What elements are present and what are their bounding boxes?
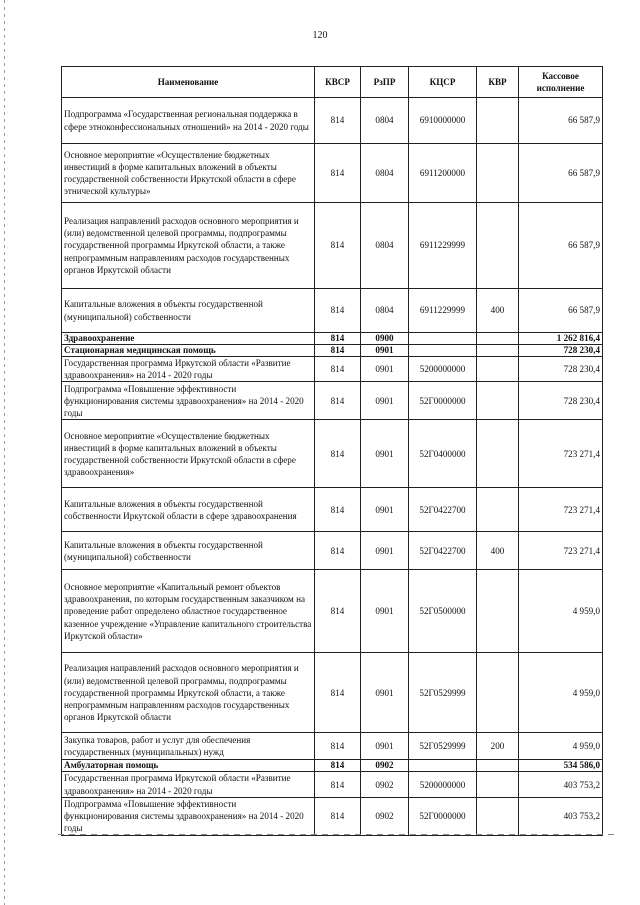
cell-kcsr: 52Г0422700 [409, 532, 477, 570]
cell-kcsr: 52Г0529999 [409, 653, 477, 733]
cell-kvsr: 814 [315, 488, 361, 532]
cell-kvsr: 814 [315, 357, 361, 382]
cell-name: Основное мероприятие «Осуществление бюджетных инвестиций в форме капитальных вложений в объекты государственной собственности Иркутской области в сфере этнической культуры» [62, 144, 315, 203]
cell-kcsr: 6911200000 [409, 144, 477, 203]
cell-name: Здравоохранение [62, 333, 315, 345]
cell-amount: 723 271,4 [519, 488, 603, 532]
table-body [62, 98, 603, 836]
cell-kvsr: 814 [315, 653, 361, 733]
cell-amount: 4 959,0 [519, 733, 603, 760]
cell-kcsr: 5200000000 [409, 772, 477, 797]
cell-rzpr: 0804 [361, 98, 409, 144]
cell-kvsr: 814 [315, 203, 361, 289]
cell-kvr [477, 382, 519, 420]
col-header-name: Наименование [62, 67, 315, 98]
table-row [62, 357, 603, 382]
table-row [62, 289, 603, 333]
cell-rzpr: 0901 [361, 488, 409, 532]
cell-kcsr [409, 345, 477, 357]
cell-kvr: 200 [477, 733, 519, 760]
col-header-kvsr: КВСР [315, 67, 361, 98]
table-row [62, 797, 603, 835]
cell-rzpr: 0901 [361, 653, 409, 733]
table-header-row [62, 67, 603, 98]
cell-kcsr: 52Г0000000 [409, 797, 477, 835]
cell-rzpr: 0901 [361, 733, 409, 760]
cell-kcsr: 6911229999 [409, 289, 477, 333]
cell-kvr [477, 772, 519, 797]
cell-kvsr: 814 [315, 733, 361, 760]
cell-kvr [477, 333, 519, 345]
cell-amount: 728 230,4 [519, 357, 603, 382]
cell-kvr: 400 [477, 289, 519, 333]
cell-kvsr: 814 [315, 772, 361, 797]
cell-kvsr: 814 [315, 532, 361, 570]
cell-kvsr: 814 [315, 144, 361, 203]
cell-name: Капитальные вложения в объекты государственной (муниципальной) собственности [62, 532, 315, 570]
cell-kcsr: 52Г0000000 [409, 382, 477, 420]
cell-amount: 4 959,0 [519, 570, 603, 653]
cell-rzpr: 0901 [361, 532, 409, 570]
table-row [62, 382, 603, 420]
cell-amount: 728 230,4 [519, 345, 603, 357]
cell-kvsr: 814 [315, 98, 361, 144]
cell-amount: 723 271,4 [519, 532, 603, 570]
cell-kvsr: 814 [315, 333, 361, 345]
cell-name: Подпрограмма «Повышение эффективности функционирования системы здравоохранения» на 2014 - 2020 годы [62, 797, 315, 835]
cell-kcsr [409, 333, 477, 345]
table-row [62, 772, 603, 797]
cell-name: Основное мероприятие «Капитальный ремонт объектов здравоохранения, по которым государственным заказчиком на проведение работ определено областное государственное казенное учреждение «Управление капитального строительства Иркутской области» [62, 570, 315, 653]
cell-kvsr: 814 [315, 760, 361, 772]
cell-rzpr: 0901 [361, 382, 409, 420]
table-row [62, 98, 603, 144]
cell-kvr [477, 488, 519, 532]
cell-kvsr: 814 [315, 570, 361, 653]
cell-rzpr: 0901 [361, 420, 409, 488]
col-header-kcsr: КЦСР [409, 67, 477, 98]
table-row-section [62, 345, 603, 357]
page-number: 120 [312, 30, 328, 41]
cell-rzpr: 0900 [361, 333, 409, 345]
cell-rzpr: 0902 [361, 772, 409, 797]
cell-kvsr: 814 [315, 420, 361, 488]
cell-amount: 1 262 816,4 [519, 333, 603, 345]
table-row [62, 488, 603, 532]
col-header-kvr: КВР [477, 67, 519, 98]
cell-kcsr: 52Г0529999 [409, 733, 477, 760]
cell-kvr [477, 98, 519, 144]
cell-kcsr [409, 760, 477, 772]
cell-kcsr: 5200000000 [409, 357, 477, 382]
cell-amount: 66 587,9 [519, 289, 603, 333]
cell-name: Подпрограмма «Государственная региональная поддержка в сфере этноконфессиональных отношений» на 2014 - 2020 годы [62, 98, 315, 144]
cell-rzpr: 0901 [361, 570, 409, 653]
col-header-rzpr: РзПР [361, 67, 409, 98]
cell-kvr [477, 144, 519, 203]
cell-rzpr: 0901 [361, 357, 409, 382]
cell-kvr [477, 570, 519, 653]
cell-name: Реализация направлений расходов основного мероприятия и (или) ведомственной целевой программы, подпрограммы государственной программы Иркутской области, а также непрограммным направлениям расходов государственных органов Иркутской области [62, 203, 315, 289]
cell-amount: 728 230,4 [519, 382, 603, 420]
cell-rzpr: 0902 [361, 760, 409, 772]
cell-rzpr: 0902 [361, 797, 409, 835]
table-row-section [62, 760, 603, 772]
cell-rzpr: 0804 [361, 144, 409, 203]
cell-kcsr: 52Г0422700 [409, 488, 477, 532]
scan-bottom-artifact [58, 834, 618, 835]
table-row [62, 144, 603, 203]
cell-amount: 403 753,2 [519, 797, 603, 835]
cell-kvr [477, 797, 519, 835]
cell-kvr [477, 357, 519, 382]
cell-amount: 403 753,2 [519, 772, 603, 797]
cell-amount: 534 586,0 [519, 760, 603, 772]
cell-amount: 4 959,0 [519, 653, 603, 733]
table-row [62, 733, 603, 760]
cell-kvr [477, 203, 519, 289]
cell-name: Реализация направлений расходов основного мероприятия и (или) ведомственной целевой программы, подпрограммы государственной программы Иркутской области, а также непрограммным направлениям расходов государственных органов Иркутской области [62, 653, 315, 733]
cell-amount: 66 587,9 [519, 98, 603, 144]
cell-name: Основное мероприятие «Осуществление бюджетных инвестиций в форме капитальных вложений в объекты государственной собственности Иркутской области в сфере здравоохранения» [62, 420, 315, 488]
budget-table [61, 66, 603, 836]
cell-amount: 723 271,4 [519, 420, 603, 488]
col-header-amount: Кассовое исполнение [519, 67, 603, 98]
cell-kcsr: 52Г0400000 [409, 420, 477, 488]
cell-rzpr: 0804 [361, 289, 409, 333]
cell-name: Государственная программа Иркутской области «Развитие здравоохранения» на 2014 - 2020 годы [62, 772, 315, 797]
scan-edge-artifact [4, 0, 5, 905]
cell-name: Капитальные вложения в объекты государственной (муниципальной) собственности [62, 289, 315, 333]
cell-name: Закупка товаров, работ и услуг для обеспечения государственных (муниципальных) нужд [62, 733, 315, 760]
cell-name: Государственная программа Иркутской области «Развитие здравоохранения» на 2014 - 2020 годы [62, 357, 315, 382]
cell-name: Амбулаторная помощь [62, 760, 315, 772]
cell-kcsr: 52Г0500000 [409, 570, 477, 653]
cell-kvr [477, 420, 519, 488]
cell-kvsr: 814 [315, 797, 361, 835]
cell-amount: 66 587,9 [519, 203, 603, 289]
cell-kvsr: 814 [315, 289, 361, 333]
table-row-section [62, 333, 603, 345]
cell-rzpr: 0901 [361, 345, 409, 357]
cell-kvr: 400 [477, 532, 519, 570]
cell-name: Подпрограмма «Повышение эффективности функционирования системы здравоохранения» на 2014 - 2020 годы [62, 382, 315, 420]
table-row [62, 420, 603, 488]
table-row [62, 653, 603, 733]
cell-rzpr: 0804 [361, 203, 409, 289]
cell-amount: 66 587,9 [519, 144, 603, 203]
cell-kvr [477, 653, 519, 733]
cell-kvr [477, 345, 519, 357]
cell-kcsr: 6910000000 [409, 98, 477, 144]
cell-name: Стационарная медицинская помощь [62, 345, 315, 357]
table-row [62, 532, 603, 570]
table-row [62, 570, 603, 653]
cell-kvsr: 814 [315, 382, 361, 420]
table-row [62, 203, 603, 289]
cell-name: Капитальные вложения в объекты государственной собственности Иркутской области в сфере здравоохранения [62, 488, 315, 532]
cell-kcsr: 6911229999 [409, 203, 477, 289]
cell-kvsr: 814 [315, 345, 361, 357]
cell-kvr [477, 760, 519, 772]
